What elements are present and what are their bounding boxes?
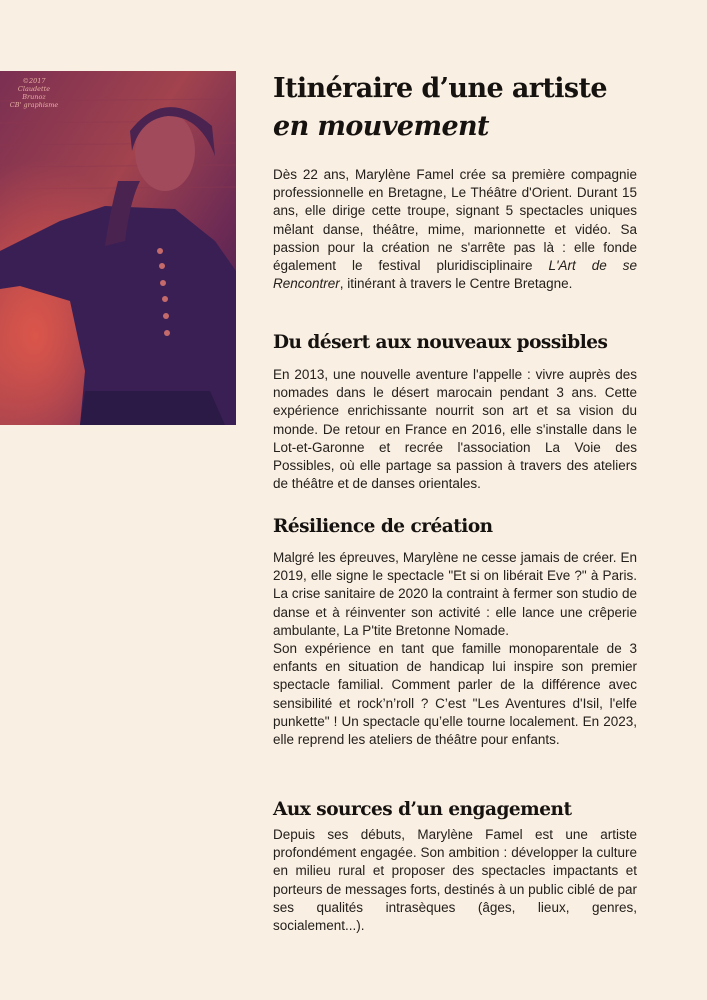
title-line-2: en mouvement — [273, 111, 489, 142]
artist-photo — [0, 71, 236, 425]
article — [273, 70, 637, 934]
section-heading-resilience: Résilience de création — [273, 516, 493, 537]
photo-watermark: ©2017 Claudette Brunoz CB' graphisme — [9, 77, 59, 109]
festival-name: L'Art de se Rencontrer — [273, 258, 637, 292]
section-paragraph-desert: En 2013, une nouvelle aventure l'appelle : vivre auprès des nomades dans le désert marocain pendant 3 ans. Cette expérience enrichissante nourrit son art et sa vision du monde. De retour en France en 2016, elle s'installe dans le Lot-et-Garonne et recrée l'association La Voie des Possibles, où elle partage sa passion à travers des ateliers de théâtre et de danses orientales. — [273, 367, 637, 492]
intro-paragraph: Dès 22 ans, Marylène Famel crée sa première compagnie professionnelle en Bretagne, Le Théâtre d'Orient. Durant 15 ans, elle dirige cette troupe, signant 5 spectacles uniques mêlant danse, théâtre, mime, marionnette et vidéo. Sa passion pour la création ne s'arrête pas là : elle fonde également le festival pluridisciplinaire L'Art de se Rencontrer, itinérant à travers le Centre Bretagne. — [273, 167, 637, 292]
section-body-resilience — [273, 549, 637, 749]
section-paragraph-resilience-2: Son expérience en tant que famille monoparentale de 3 enfants en situation de handicap lui inspire son premier spectacle familial. Comment parler de la différence avec sensibilité et rock’n’roll ? C’est "Les Aventures d'Isil, l'elfe punkette" ! Un spectacle qu’elle tourne localement. En 2023, elle reprend les ateliers de théâtre pour enfants. — [273, 641, 637, 748]
title-line-1: Itinéraire d’une artiste — [273, 73, 607, 104]
section-heading-desert: Du désert aux nouveaux possibles — [273, 332, 608, 353]
section-paragraph-engagement: Depuis ses débuts, Marylène Famel est une artiste profondément engagée. Son ambition : développer la culture en milieu rural et proposer des spectacles impactants et porteurs de messages forts, destinés à un public ciblé de par ses qualités intrasèques (âges, lieux, genres, socialement...). — [273, 827, 637, 934]
section-paragraph-resilience-1: Malgré les épreuves, Marylène ne cesse jamais de créer. En 2019, elle signe le spectacle "Et si on libérait Eve ?" à Paris. La crise sanitaire de 2020 la contraint à fermer son studio de danse et à réinventer son activité : elle lance une crêperie ambulante, La P'tite Bretonne Nomade. — [273, 550, 637, 638]
section-heading-engagement: Aux sources d’un engagement — [273, 799, 572, 820]
page-title — [273, 70, 637, 146]
